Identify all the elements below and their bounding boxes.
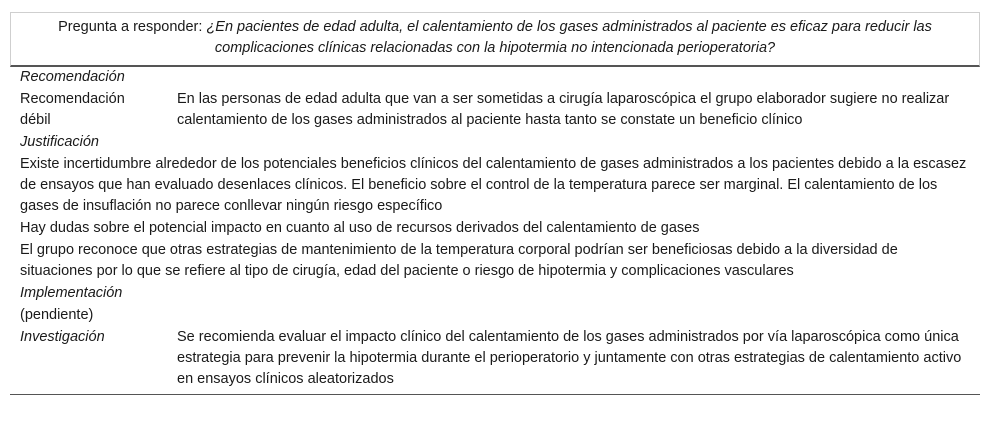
research-label: Investigación bbox=[20, 329, 105, 345]
justification-paragraph-1: Existe incertidumbre alrededor de los potenciales beneficios clínicos del calentamiento de gases administrados a los pacientes debido a la escasez de ensayos que han evaluado desenlaces clínicos. El beneficio sobre el control de la temperatura parece ser marginal. El calentamiento de los gases de insuflación no parece conllevar ningún riesgo específico bbox=[20, 156, 967, 214]
research-text: Se recomienda evaluar el impacto clínico del calentamiento de los gases administrados por vía laparoscópica como única estrategia para prevenir la hipotermia durante el perioperatorio y juntamente con otras estrategias de calentamiento activo en ensayos clínicos aleatorizados bbox=[177, 329, 962, 387]
recommendation-body bbox=[10, 67, 980, 395]
justification-paragraph-3: El grupo reconoce que otras estrategias de mantenimiento de la temperatura corporal podrían ser beneficiosas debido a la diversidad de situaciones por lo que se refiere al tipo de cirugía, edad del paciente o riesgo de hipotermia y complicaciones vasculares bbox=[20, 242, 898, 279]
recommendation-text: En las personas de edad adulta que van a ser sometidas a cirugía laparoscópica el grupo elaborador sugiere no realizar calentamiento de los gases administrados al paciente hasta tanto se constate un beneficio clínico bbox=[177, 91, 950, 128]
recommendation-strength-label: Recomendación débil bbox=[20, 91, 125, 128]
recommendation-heading: Recomendación bbox=[20, 69, 125, 85]
justification-paragraph-2: Hay dudas sobre el potencial impacto en cuanto al uso de recursos derivados del calentamiento de gases bbox=[20, 220, 700, 236]
question-text: ¿En pacientes de edad adulta, el calentamiento de los gases administrados al paciente es eficaz para reducir las complicaciones clínicas relacionadas con la hipotermia no intencionada perioperatoria? bbox=[206, 19, 932, 56]
implementation-status: (pendiente) bbox=[20, 307, 94, 323]
question-header bbox=[10, 12, 980, 67]
justification-heading: Justificación bbox=[20, 134, 99, 150]
implementation-heading: Implementación bbox=[20, 285, 123, 301]
recommendation-table bbox=[10, 12, 980, 395]
question-prefix: Pregunta a responder: bbox=[58, 19, 207, 35]
